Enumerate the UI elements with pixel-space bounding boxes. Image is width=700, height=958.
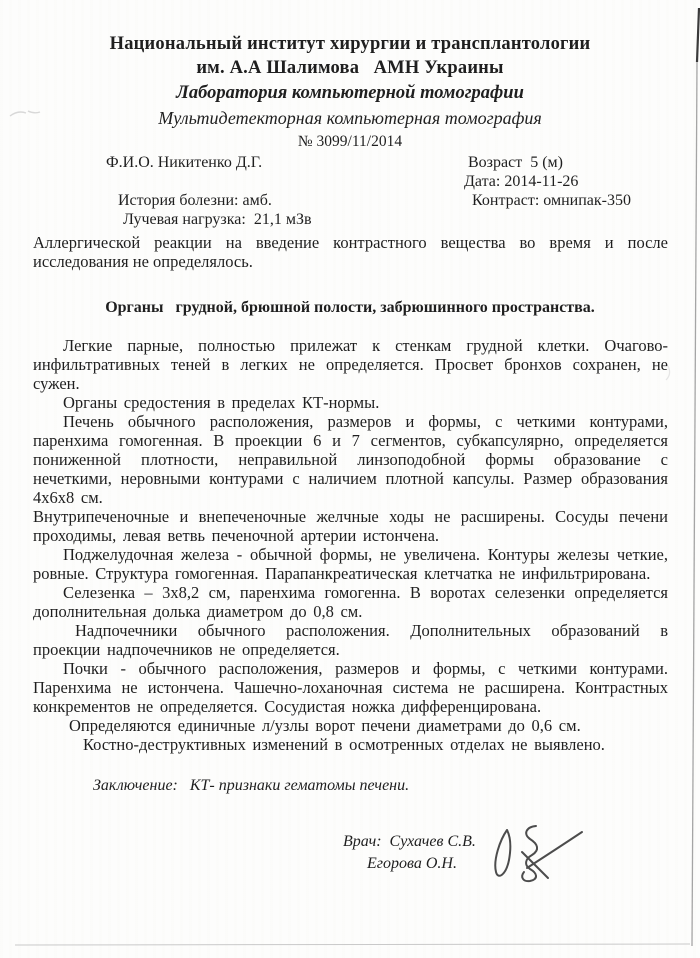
doctor-label: Врач:: [343, 832, 382, 850]
finding-kidneys: Почки - обычного расположения, размеров и формы, с четкими контурами. Паренхима не истончена. Чашечно-лоханочная система не расширена. Контрастных конкрементов не определяется. Сосудистая ножка дифференцирована.: [33, 658, 668, 716]
report-number: № 3099/11/2014: [297, 133, 403, 150]
modality-title: Мультидетекторная компьютерная томография: [158, 108, 542, 128]
finding-pancreas: Поджелудочная железа - обычной формы, не увеличена. Контуры железы четкие, ровные. Структура гомогенная. Парапанкреатическая клетчатка не инфильтрирована.: [33, 544, 668, 583]
conclusion-line: [93, 776, 668, 795]
finding-spleen: Селезенка – 3х8,2 см, паренхима гомогенна. В воротах селезенки определяется дополнительная долька диаметром до 0,8 см.: [33, 582, 668, 621]
laboratory-title: Лаборатория компьютерной томографии: [176, 83, 524, 103]
contrast-agent: Контраст: омнипак-350: [472, 192, 631, 209]
finding-mediastinum: Органы средостения в пределах КТ-нормы.: [63, 392, 380, 412]
findings-text: [33, 336, 668, 754]
finding-lungs: Легкие парные, полностью прилежат к стенкам грудной клетки. Очагово-инфильтративных теней в легких не определяется. Просвет бронхов сохранен, не сужен.: [33, 335, 668, 393]
patient-row-history-contrast: [0, 191, 700, 210]
patient-info-block: [0, 153, 700, 229]
patient-row-dose: [0, 210, 700, 229]
patient-row-date: [0, 172, 700, 191]
finding-adrenals: Надпочечники обычного расположения. Дополнительных образований в проекции надпочечников не определяется.: [33, 620, 668, 659]
case-history: История болезни: амб.: [118, 192, 272, 209]
finding-lymph-nodes: Определяются единичные л/узлы ворот печени диаметрами до 0,6 см.: [69, 715, 581, 735]
handwritten-signature: [478, 812, 598, 887]
institute-name-line1: Национальный институт хирургии и трансплантологии: [109, 34, 591, 54]
finding-bile-ducts: Внутрипеченочные и внепеченочные желчные ходы не расширены. Сосуды печени проходимы, левая ветвь печеночной артерии истончена.: [33, 506, 668, 545]
study-date: Дата: 2014-11-26: [464, 173, 579, 190]
report-header: [0, 33, 700, 151]
institute-name-line2: им. А.А Шалимова АМН Украины: [196, 58, 504, 78]
radiation-dose: Лучевая нагрузка: 21,1 мЗв: [123, 211, 312, 228]
conclusion-label: Заключение:: [93, 776, 178, 794]
conclusion-text: КТ- признаки гематомы печени.: [189, 776, 410, 794]
finding-liver: Печень обычного расположения, размеров и формы, с четкими контурами, паренхима гомогенная. В проекции 6 и 7 сегментов, субкапсулярно, определяется пониженной плотности, неправильной линзоподобной формы образование с нечеткими, неровными контурами с наличием плотной капсулы. Размер образования 4х6х8 см.: [33, 411, 668, 507]
doctor-name-1: Сухачев С.В.: [389, 832, 476, 850]
patient-row-name-age: [0, 153, 700, 172]
finding-bones: Костно-деструктивных изменений в осмотренных отделах не выявлено.: [83, 734, 605, 754]
patient-name: Ф.И.О. Никитенко Д.Г.: [106, 154, 263, 171]
doctor-name-2: Егорова О.Н.: [367, 854, 457, 872]
allergy-note: Аллергической реакции на введение контрастного вещества во время и после исследования не определялось.: [33, 233, 668, 271]
section-title: Органы грудной, брюшной полости, забрюшинного пространства.: [105, 298, 595, 316]
page-edge-bottom: [15, 944, 690, 945]
patient-age: Возраст 5 (м): [468, 154, 563, 171]
